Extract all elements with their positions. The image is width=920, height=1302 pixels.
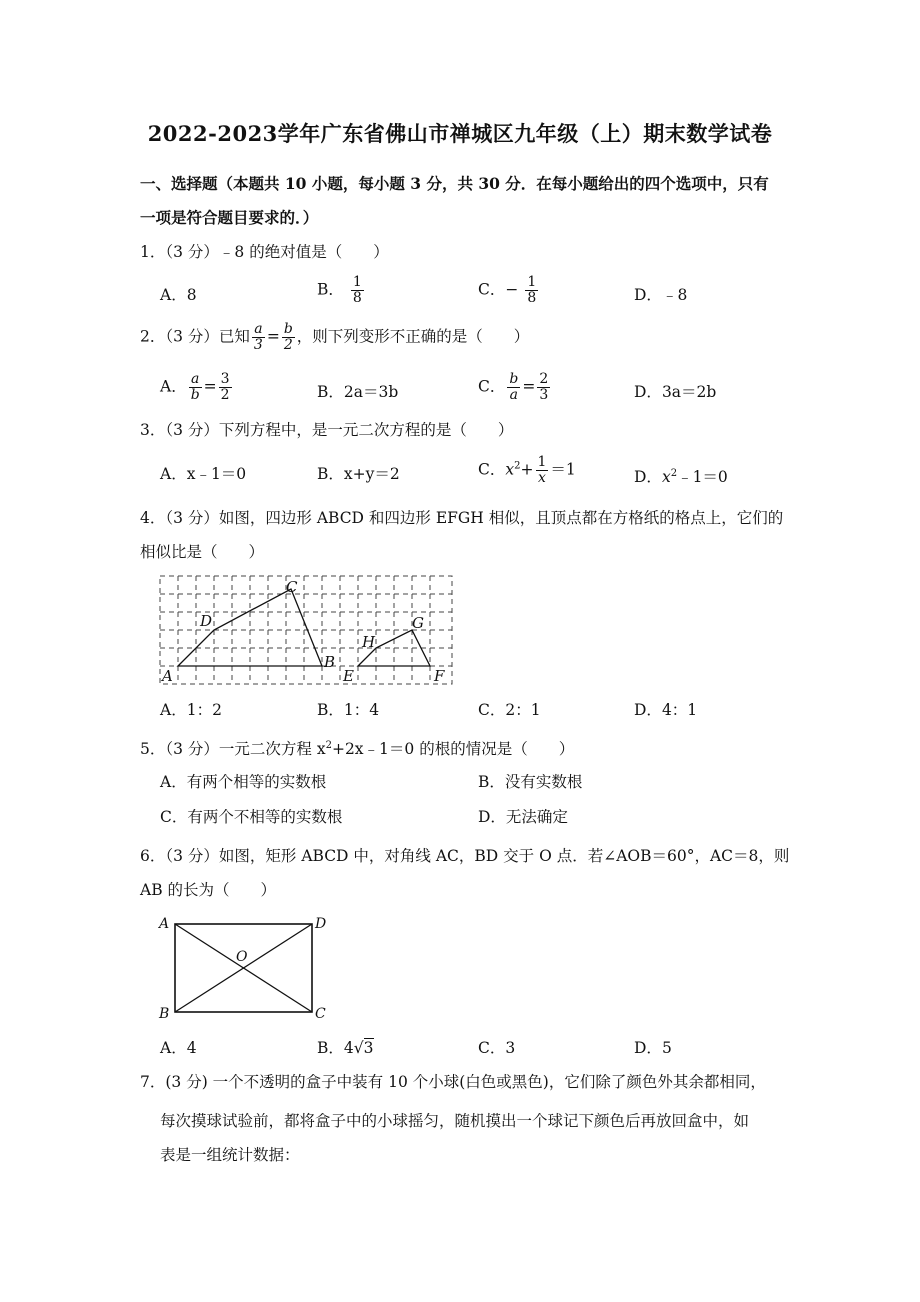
- option-label: C．: [478, 377, 506, 396]
- option-label: B．: [317, 701, 344, 719]
- option-label: D．: [634, 701, 662, 719]
- label-c: C: [315, 1006, 326, 1022]
- option-label: B．: [317, 280, 344, 299]
- fraction: $\frac{3}{2}$: [220, 371, 230, 403]
- option-label: C．: [478, 280, 506, 299]
- q5-stem: [140, 736, 574, 759]
- fraction: $\frac{b}{2}$: [283, 321, 293, 353]
- option-label: A．: [160, 377, 187, 396]
- q6-option-a: [160, 1038, 197, 1058]
- q3-option-a: [160, 464, 246, 484]
- dashed-grid: [160, 576, 452, 684]
- q4-option-a: [160, 700, 222, 720]
- q7-stem-line2: 每次摸球试验前，都将盒子中的小球摇匀，随机摸出一个球记下颜色后再放回盒中，如: [160, 1112, 750, 1130]
- option-value: 4：1: [661, 701, 698, 719]
- minus-sign: −: [505, 280, 519, 299]
- plus-sign: +: [520, 460, 534, 479]
- fraction: $\frac{a}{3}$: [253, 321, 263, 353]
- option-value: ﹣8: [661, 286, 688, 304]
- option-label: B．: [317, 1039, 344, 1057]
- q5-stem-suffix: +2x﹣1＝0 的根的情况是（ ）: [331, 740, 575, 759]
- q4-stem-line1: 4．（3 分）如图，四边形 ABCD 和四边形 EFGH 相似，且顶点都在方格纸的格点上，它们的: [140, 509, 784, 527]
- equals-sign: =: [203, 377, 217, 396]
- q6-stem-line2: AB 的长为（ ）: [140, 881, 277, 899]
- option-value: 3: [505, 1039, 516, 1057]
- q6-option-b: [317, 1038, 374, 1058]
- q3-option-d: [634, 464, 728, 487]
- q2-stem-prefix: 2．（3 分）已知: [140, 327, 250, 346]
- option-label: D．: [634, 286, 662, 304]
- exponent: 2: [514, 460, 521, 472]
- q2-stem-suffix: ，则下列变形不正确的是（ ）: [296, 327, 530, 346]
- radical-sign: √: [353, 1039, 364, 1057]
- option-label: C．: [478, 460, 506, 479]
- q2-stem: [140, 322, 529, 353]
- q3-stem: 3．（3 分）下列方程中，是一元二次方程的是（ ）: [140, 421, 514, 439]
- q2-option-c: [478, 372, 552, 403]
- section-header-line1: 一、选择题（本题共 10 小题，每小题 3 分，共 30 分．在每小题给出的四个选项中，只有: [140, 174, 769, 193]
- q2-option-b: [317, 382, 398, 402]
- radicand: 3: [363, 1039, 374, 1057]
- option-value: 2a＝3b: [343, 383, 399, 401]
- q1-option-a: [160, 285, 197, 305]
- exponent: 2: [670, 468, 678, 479]
- label-d: D: [200, 612, 213, 630]
- option-label: B．: [317, 383, 344, 401]
- q6-option-d: [634, 1038, 672, 1058]
- option-value: x﹣1＝0: [186, 465, 247, 483]
- q2-option-d: [634, 382, 716, 402]
- q3-option-c: [478, 455, 576, 486]
- equals-sign: =: [522, 377, 536, 396]
- q1-option-d: [634, 285, 687, 305]
- q1-stem: 1．（3 分）﹣8 的绝对值是（ ）: [140, 243, 389, 261]
- option-value: 5: [661, 1039, 672, 1057]
- q6-option-c: [478, 1038, 515, 1058]
- option-label: A．: [160, 465, 187, 483]
- label-d: D: [315, 916, 327, 932]
- page-title: 2022-2023学年广东省佛山市禅城区九年级（上）期末数学试卷: [147, 121, 773, 146]
- option-label: A．: [160, 286, 187, 304]
- option-label: D．: [634, 1039, 662, 1057]
- q7-stem-line1: 7．(3 分) 一个不透明的盒子中装有 10 个小球(白色或黑色)，它们除了颜色外其余都相同，: [140, 1073, 766, 1091]
- q5-option-a: A．有两个相等的实数根: [160, 773, 327, 791]
- q6-stem-line1: 6．（3 分）如图，矩形 ABCD 中，对角线 AC，BD 交于 O 点．若∠AOB＝60°，AC＝8，则: [140, 847, 790, 865]
- option-value: 4: [186, 1039, 197, 1057]
- option-label: D．: [634, 383, 662, 401]
- q3-option-b: [317, 464, 400, 484]
- option-value: 1：4: [343, 701, 380, 719]
- q2-option-a: [160, 372, 234, 403]
- option-label: A．: [160, 1039, 187, 1057]
- option-label: C．: [478, 1039, 506, 1057]
- q1-option-b: [317, 275, 366, 306]
- equation-rest: ＝1: [550, 460, 576, 479]
- q4-option-b: [317, 700, 379, 720]
- label-a: A: [159, 916, 170, 932]
- fraction: $\frac{1}{8}$: [527, 274, 537, 306]
- fraction: $\frac{a}{b}$: [190, 371, 200, 403]
- option-value: 1：2: [186, 701, 222, 719]
- label-a: A: [162, 667, 173, 685]
- fraction: $\frac{1}{x}$: [537, 454, 547, 486]
- label-f: F: [434, 667, 445, 685]
- exponent: 2: [325, 740, 332, 751]
- equation-rest: ﹣1＝0: [677, 468, 728, 487]
- q7-stem-line3: 表是一组统计数据：: [160, 1146, 300, 1164]
- option-label: C．: [478, 701, 506, 719]
- label-g: G: [412, 614, 424, 632]
- option-value: 3a＝2b: [661, 383, 717, 401]
- option-value: 2：1: [505, 701, 541, 719]
- coefficient: 4: [343, 1039, 354, 1057]
- q4-option-c: [478, 700, 541, 720]
- option-label: B．: [317, 465, 344, 483]
- variable: x: [505, 460, 515, 479]
- fraction: $\frac{b}{a}$: [509, 371, 519, 403]
- q4-option-d: [634, 700, 697, 720]
- q1-option-c: [478, 275, 540, 306]
- section-header-line2: 一项是符合题目要求的．）: [140, 208, 319, 227]
- q5-option-b: B．没有实数根: [478, 773, 583, 791]
- q4-stem-line2: 相似比是（ ）: [140, 543, 265, 561]
- q4-grid-figure: [158, 574, 458, 692]
- label-b: B: [324, 653, 336, 671]
- option-label: D．: [634, 468, 662, 487]
- q5-option-c: C．有两个不相等的实数根: [160, 808, 343, 826]
- label-e: E: [343, 667, 354, 685]
- option-label: A．: [160, 701, 187, 719]
- q5-stem-prefix: 5．（3 分）一元二次方程 x: [140, 740, 326, 759]
- label-b: B: [159, 1006, 170, 1022]
- option-value: x+y＝2: [343, 465, 400, 483]
- option-value: 8: [186, 286, 197, 304]
- fraction: $\frac{1}{8}$: [352, 274, 362, 306]
- q6-rectangle-figure: [158, 912, 338, 1026]
- variable: x: [661, 468, 671, 487]
- label-o: O: [236, 949, 248, 965]
- q5-option-d: D．无法确定: [478, 808, 568, 826]
- equals-sign: =: [266, 327, 280, 346]
- label-c: C: [286, 578, 298, 596]
- label-h: H: [362, 633, 376, 651]
- fraction: $\frac{2}{3}$: [539, 371, 549, 403]
